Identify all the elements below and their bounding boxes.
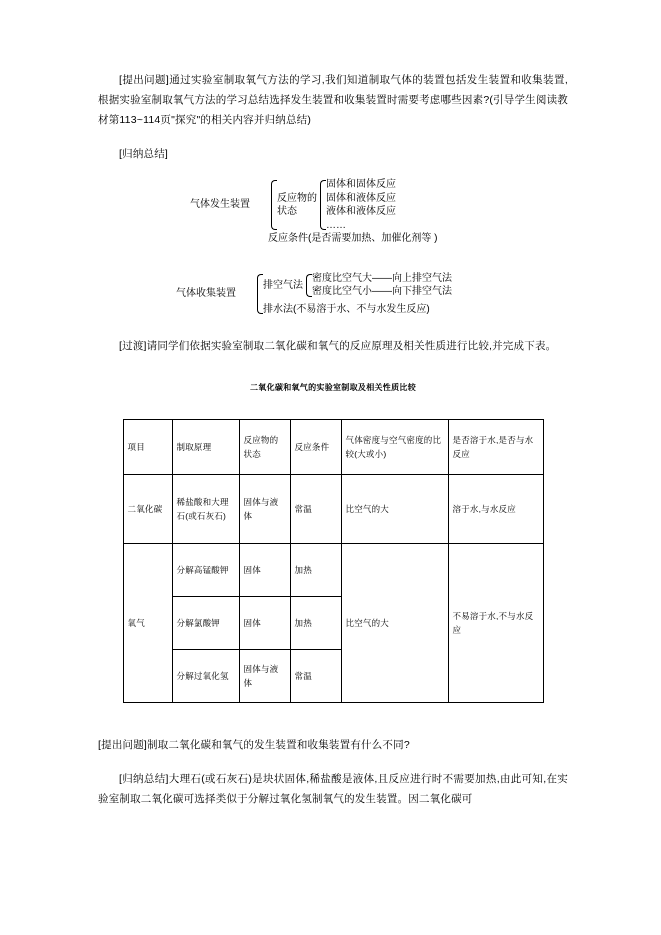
table-cell-state: 固体 xyxy=(239,544,290,597)
paragraph-question-1: [提出问题]通过实验室制取氧气方法的学习,我们知道制取气体的装置包括发生装置和收集装置,根据实验室制取氧气方法的学习总结选择发生装置和收集装置时需要考虑哪些因素?(引导学生阅读教材第113~114页"探究"的相关内容并归纳总结) xyxy=(98,74,568,126)
paragraph-question-2: [提出问题]制取二氧化碳和氧气的发生装置和收集装置有什么不同? xyxy=(98,739,410,751)
brace-icon xyxy=(317,178,326,232)
table-header-cell: 反应条件 xyxy=(290,420,341,475)
table-cell-density: 比空气的大 xyxy=(341,544,448,703)
table-cell-state: 固体与液体 xyxy=(239,475,290,544)
diagram-collect-branch2: 排水法(不易溶于水、不与水发生反应) xyxy=(263,303,430,315)
diagram-gas-collection xyxy=(176,272,568,317)
table-cell-density: 比空气的大 xyxy=(341,475,448,544)
diagram-generator-title: 气体发生装置 xyxy=(190,199,250,211)
table-row xyxy=(123,544,543,597)
diagram-collect-branch1-label: 排空气法 xyxy=(263,279,303,291)
table-header-cell: 制取原理 xyxy=(172,420,239,475)
table-cell-principle: 分解高锰酸钾 xyxy=(172,544,239,597)
document-content xyxy=(98,70,568,809)
table-cell-item: 二氧化碳 xyxy=(123,475,172,544)
table-cell-solubility: 溶于水,与水反应 xyxy=(448,475,543,544)
table-cell-item: 氧气 xyxy=(123,544,172,703)
brace-icon xyxy=(268,178,277,232)
paragraph-summary-2: [归纳总结]大理石(或石灰石)是块状固体,稀盐酸是液体,且反应进行时不需要加热,由此可知,在实验室制取二氧化碳可选择类似于分解过氧化氢制氧气的发生装置。因二氧化碳可 xyxy=(98,773,568,805)
table-cell-condition: 加热 xyxy=(290,597,341,650)
diagram-generator-branch2: 反应条件(是否需要加热、加催化剂等 ) xyxy=(268,233,438,244)
diagram-generator-item: 液体和液体反应 xyxy=(326,206,396,217)
table-cell-condition: 加热 xyxy=(290,544,341,597)
diagram-generator-item: 固体和固体反应 xyxy=(326,179,396,190)
table-row xyxy=(123,475,543,544)
table-cell-state: 固体与液体 xyxy=(239,650,290,703)
table-cell-principle: 分解氯酸钾 xyxy=(172,597,239,650)
table-cell-principle: 稀盐酸和大理石(或石灰石) xyxy=(172,475,239,544)
table-cell-condition: 常温 xyxy=(290,475,341,544)
diagram-generator-item: 固体和液体反应 xyxy=(326,192,396,204)
table-caption: 二氧化碳和氧气的实验室制取及相关性质比较 xyxy=(250,383,416,392)
table-header-cell: 气体密度与空气密度的比较(大或小) xyxy=(341,420,448,475)
table-cell-solubility: 不易溶于水,不与水反应 xyxy=(448,544,543,703)
diagram-collect-item: 密度比空气小——向下排空气法 xyxy=(312,286,452,297)
table-header-row xyxy=(123,420,543,475)
brace-icon xyxy=(254,272,263,317)
table-cell-principle: 分解过氧化氢 xyxy=(172,650,239,703)
diagram-generator-item: …… xyxy=(326,219,346,231)
table-header-cell: 是否溶于水,是否与水反应 xyxy=(448,420,543,475)
diagram-collect-item: 密度比空气大——向上排空气法 xyxy=(312,272,452,284)
table-header-cell: 项目 xyxy=(123,420,172,475)
diagram-gas-generator xyxy=(190,178,568,246)
diagram-collect-title: 气体收集装置 xyxy=(176,288,236,299)
diagram-generator-branch1-label: 反应物的状态 xyxy=(277,192,317,217)
table-cell-condition: 常温 xyxy=(290,650,341,703)
paragraph-summary-label: [归纳总结] xyxy=(119,148,169,160)
paragraph-transition: [过渡]请同学们依据实验室制取二氧化碳和氧气的反应原理及相关性质进行比较,并完成下表。 xyxy=(119,340,557,352)
brace-icon xyxy=(303,272,312,299)
table-header-cell: 反应物的状态 xyxy=(239,420,290,475)
comparison-table xyxy=(123,419,544,703)
table-cell-state: 固体 xyxy=(239,597,290,650)
